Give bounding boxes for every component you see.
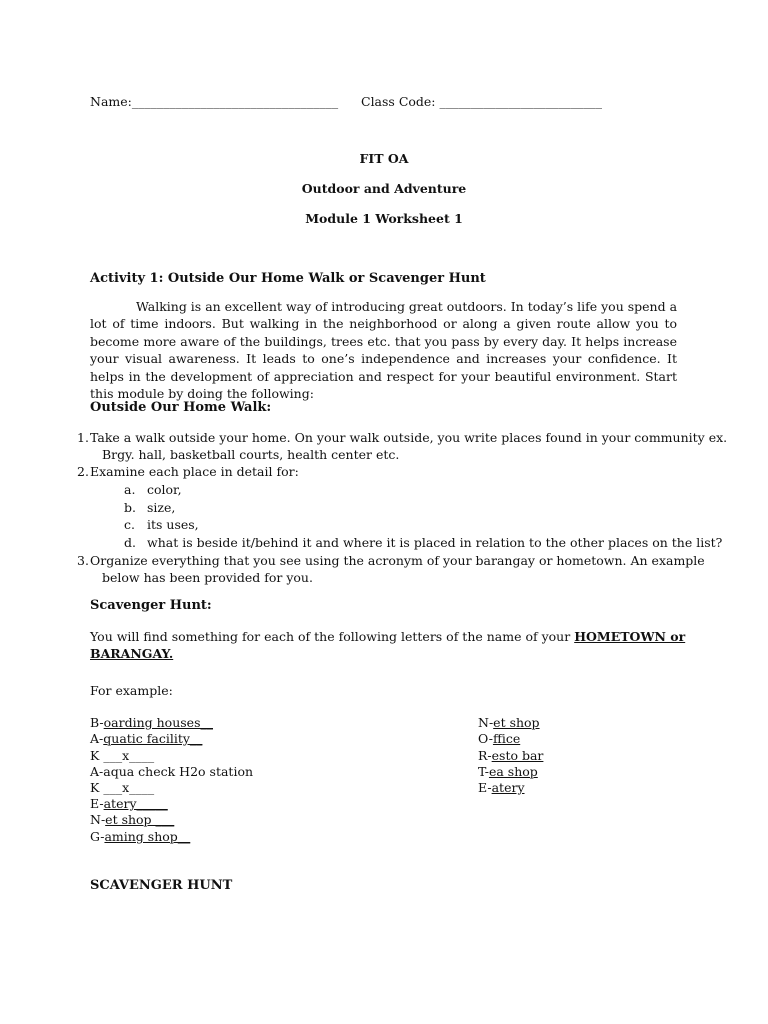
entry-prefix: T- bbox=[478, 764, 489, 779]
right-entry-1 bbox=[478, 714, 540, 731]
name-line bbox=[90, 93, 338, 110]
sub-item-c-letter: c. bbox=[124, 517, 135, 532]
entry-text: et shop ___ bbox=[105, 812, 175, 827]
entry-text: ___x____ bbox=[103, 748, 155, 763]
walk-item-3-number: 3. bbox=[77, 553, 89, 568]
entry-text: ffice bbox=[492, 731, 521, 746]
walk-item-1-number: 1. bbox=[77, 430, 89, 445]
sub-item-a-letter: a. bbox=[124, 482, 136, 497]
name-blank: _________________________________ bbox=[131, 94, 339, 109]
entry-prefix: E- bbox=[478, 780, 492, 795]
left-entry-8 bbox=[90, 828, 190, 845]
walk-item-2-text: Examine each place in detail for: bbox=[90, 464, 299, 479]
right-entry-5 bbox=[478, 779, 525, 796]
walk-item-1-line-2: Brgy. hall, basketball courts, health center etc. bbox=[102, 447, 400, 462]
entry-text: atery_____ bbox=[103, 796, 168, 811]
walk-item-1-line-1: Take a walk outside your home. On your walk outside, you write places found in your community ex. bbox=[90, 430, 728, 445]
entry-prefix: E- bbox=[90, 796, 104, 811]
example-label: For example: bbox=[90, 683, 173, 698]
entry-prefix: A- bbox=[90, 731, 104, 746]
entry-prefix: B- bbox=[90, 715, 104, 730]
entry-text: et shop bbox=[493, 715, 540, 730]
scavenger-instruction bbox=[90, 628, 685, 645]
walk-heading: Outside Our Home Walk: bbox=[90, 400, 272, 415]
sub-item-b-text: size, bbox=[147, 500, 176, 515]
left-entry-3 bbox=[90, 747, 154, 764]
left-entry-6 bbox=[90, 795, 168, 812]
class-code-line bbox=[361, 93, 602, 110]
entry-prefix: K bbox=[90, 780, 104, 795]
entry-prefix: O- bbox=[478, 731, 493, 746]
course-subtitle: Outdoor and Adventure bbox=[301, 181, 467, 196]
hometown-emphasis: HOMETOWN or bbox=[574, 629, 686, 644]
right-entry-2 bbox=[478, 730, 520, 747]
sub-item-b-letter: b. bbox=[124, 500, 136, 515]
entry-text: esto bar bbox=[491, 748, 544, 763]
walk-item-3-line-1: Organize everything that you see using the acronym of your barangay or hometown. An example bbox=[90, 553, 705, 568]
entry-text: aming shop__ bbox=[104, 829, 191, 844]
entry-text: ___x____ bbox=[103, 780, 155, 795]
barangay-emphasis: BARANGAY. bbox=[90, 646, 174, 661]
scavenger-heading: Scavenger Hunt: bbox=[90, 598, 212, 613]
class-code-blank: __________________________ bbox=[439, 94, 602, 109]
class-code-label: Class Code: bbox=[361, 94, 440, 109]
sub-item-d-letter: d. bbox=[124, 535, 136, 550]
left-entry-4 bbox=[90, 763, 253, 780]
right-entry-4 bbox=[478, 763, 538, 780]
scavenger-hunt-section-heading: SCAVENGER HUNT bbox=[90, 878, 233, 893]
entry-prefix: N- bbox=[90, 812, 106, 827]
right-entry-3 bbox=[478, 747, 543, 764]
entry-prefix: A-aqua check H2o station bbox=[90, 764, 254, 779]
entry-prefix: K bbox=[90, 748, 104, 763]
left-entry-5 bbox=[90, 779, 154, 796]
sub-item-d-text: what is beside it/behind it and where it is placed in relation to the other places on the list? bbox=[147, 535, 723, 550]
entry-prefix: G- bbox=[90, 829, 105, 844]
left-entry-7 bbox=[90, 811, 174, 828]
sub-item-a-text: color, bbox=[147, 482, 182, 497]
left-entry-1 bbox=[90, 714, 213, 731]
module-title: Module 1 Worksheet 1 bbox=[305, 211, 463, 226]
activity-heading: Activity 1: Outside Our Home Walk or Scavenger Hunt bbox=[90, 271, 486, 286]
entry-prefix: R- bbox=[478, 748, 492, 763]
walk-item-3-line-2: below has been provided for you. bbox=[102, 570, 313, 585]
activity-paragraph: Walking is an excellent way of introducing great outdoors. In today’s life you spend a lot of time indoors. But walking in the neighborhood or along a given route allow you to become more aware of the buildings, trees etc. that you pass by every day. It helps increase your visual awareness. It leads to one’s independence and increases your confidence. It helps in the development of appreciation and respect for your beautiful environment. Start this module by doing the following: bbox=[90, 299, 678, 402]
sub-item-c-text: its uses, bbox=[147, 517, 199, 532]
entry-text: ea shop bbox=[488, 764, 538, 779]
entry-text: quatic facility__ bbox=[103, 731, 203, 746]
entry-prefix: N- bbox=[478, 715, 494, 730]
left-entry-2 bbox=[90, 730, 202, 747]
walk-item-2-number: 2. bbox=[77, 464, 89, 479]
course-title: FIT OA bbox=[359, 151, 409, 166]
instruction-text: You will find something for each of the following letters of the name of your bbox=[90, 629, 575, 644]
entry-text: oarding houses__ bbox=[103, 715, 213, 730]
entry-text: atery bbox=[491, 780, 525, 795]
name-label: Name: bbox=[90, 94, 132, 109]
